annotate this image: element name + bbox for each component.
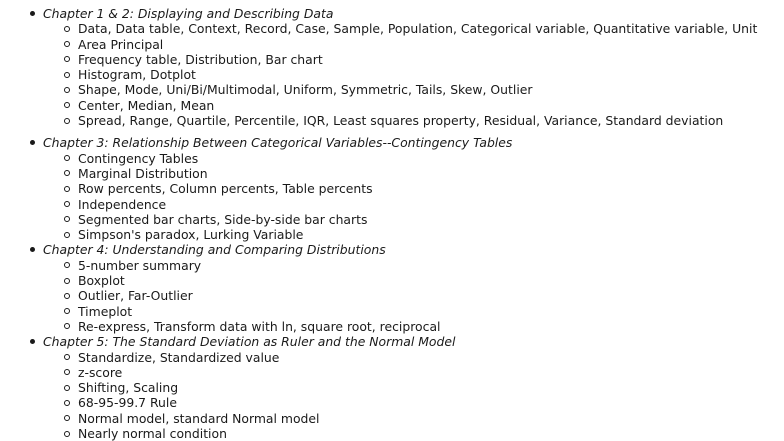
circle-bullet-icon bbox=[64, 369, 70, 375]
list-item bbox=[43, 82, 784, 97]
bullet-icon bbox=[30, 339, 35, 344]
list-item bbox=[43, 411, 784, 426]
term-text: Outlier, Far-Outlier bbox=[78, 288, 193, 304]
circle-bullet-icon bbox=[64, 186, 70, 192]
circle-bullet-icon bbox=[64, 431, 70, 437]
circle-bullet-icon bbox=[64, 323, 70, 329]
list-item bbox=[43, 52, 784, 67]
term-text: Center, Median, Mean bbox=[78, 97, 215, 113]
chapter-item bbox=[0, 6, 784, 128]
list-item bbox=[43, 212, 784, 227]
list-item bbox=[43, 273, 784, 288]
chapter-title: Chapter 3: Relationship Between Categorical Variables--Contingency Tables bbox=[43, 135, 513, 151]
circle-bullet-icon bbox=[64, 72, 70, 78]
term-text: Shape, Mode, Uni/Bi/Multimodal, Uniform, Symmetric, Tails, Skew, Outlier bbox=[78, 82, 533, 98]
term-list bbox=[43, 350, 784, 441]
chapter-title: Chapter 4: Understanding and Comparing Distributions bbox=[43, 242, 386, 258]
circle-bullet-icon bbox=[64, 262, 70, 268]
list-item bbox=[43, 21, 784, 36]
list-item bbox=[43, 98, 784, 113]
circle-bullet-icon bbox=[64, 118, 70, 124]
term-text: Frequency table, Distribution, Bar chart bbox=[78, 51, 323, 67]
list-item bbox=[43, 67, 784, 82]
list-item bbox=[43, 304, 784, 319]
chapter-title: Chapter 5: The Standard Deviation as Ruler and the Normal Model bbox=[43, 334, 456, 350]
list-item bbox=[43, 181, 784, 196]
term-text: 68-95-99.7 Rule bbox=[78, 395, 177, 411]
term-text: Row percents, Column percents, Table percents bbox=[78, 181, 373, 197]
chapter-title: Chapter 1 & 2: Displaying and Describing Data bbox=[43, 6, 334, 21]
circle-bullet-icon bbox=[64, 102, 70, 108]
term-text: Data, Data table, Context, Record, Case, Sample, Population, Categorical variable, Quantitative variable, Unit bbox=[78, 21, 758, 37]
bullet-icon bbox=[30, 247, 35, 252]
term-text: Nearly normal condition bbox=[78, 426, 227, 441]
list-item bbox=[43, 258, 784, 273]
circle-bullet-icon bbox=[64, 232, 70, 238]
circle-bullet-icon bbox=[64, 26, 70, 32]
list-item bbox=[43, 380, 784, 395]
bullet-icon bbox=[30, 140, 35, 145]
chapter-item bbox=[0, 334, 784, 441]
circle-bullet-icon bbox=[64, 308, 70, 314]
list-item bbox=[43, 288, 784, 303]
circle-bullet-icon bbox=[64, 385, 70, 391]
term-text: z-score bbox=[78, 364, 123, 380]
chapter-list bbox=[0, 6, 784, 441]
document bbox=[0, 6, 784, 441]
list-item bbox=[43, 365, 784, 380]
term-text: Spread, Range, Quartile, Percentile, IQR, Least squares property, Residual, Variance, Standard deviation bbox=[78, 113, 724, 129]
list-item bbox=[43, 166, 784, 181]
term-list bbox=[43, 258, 784, 334]
term-text: Normal model, standard Normal model bbox=[78, 410, 320, 426]
circle-bullet-icon bbox=[64, 201, 70, 207]
circle-bullet-icon bbox=[64, 87, 70, 93]
list-item bbox=[43, 395, 784, 410]
circle-bullet-icon bbox=[64, 216, 70, 222]
list-item bbox=[43, 350, 784, 365]
term-text: Contingency Tables bbox=[78, 150, 199, 166]
term-text: Shifting, Scaling bbox=[78, 380, 179, 396]
list-item bbox=[43, 426, 784, 441]
list-item bbox=[43, 227, 784, 242]
term-list bbox=[43, 21, 784, 128]
circle-bullet-icon bbox=[64, 41, 70, 47]
term-text: Re-express, Transform data with ln, square root, reciprocal bbox=[78, 318, 441, 334]
list-item bbox=[43, 319, 784, 334]
term-text: 5-number summary bbox=[78, 257, 202, 273]
chapter-item bbox=[0, 135, 784, 242]
term-text: Histogram, Dotplot bbox=[78, 67, 196, 83]
term-text: Standardize, Standardized value bbox=[78, 349, 280, 365]
circle-bullet-icon bbox=[64, 354, 70, 360]
term-list bbox=[43, 151, 784, 243]
term-text: Area Principal bbox=[78, 36, 164, 52]
circle-bullet-icon bbox=[64, 400, 70, 406]
circle-bullet-icon bbox=[64, 56, 70, 62]
list-item bbox=[43, 37, 784, 52]
circle-bullet-icon bbox=[64, 278, 70, 284]
bullet-icon bbox=[30, 11, 35, 16]
term-text: Marginal Distribution bbox=[78, 165, 208, 181]
circle-bullet-icon bbox=[64, 170, 70, 176]
list-item bbox=[43, 151, 784, 166]
list-item bbox=[43, 197, 784, 212]
circle-bullet-icon bbox=[64, 293, 70, 299]
circle-bullet-icon bbox=[64, 415, 70, 421]
term-text: Independence bbox=[78, 196, 167, 212]
term-text: Simpson's paradox, Lurking Variable bbox=[78, 227, 304, 243]
term-text: Timeplot bbox=[78, 303, 133, 319]
term-text: Segmented bar charts, Side-by-side bar charts bbox=[78, 211, 368, 227]
term-text: Boxplot bbox=[78, 273, 125, 289]
circle-bullet-icon bbox=[64, 155, 70, 161]
list-item bbox=[43, 113, 784, 128]
chapter-item bbox=[0, 242, 784, 334]
